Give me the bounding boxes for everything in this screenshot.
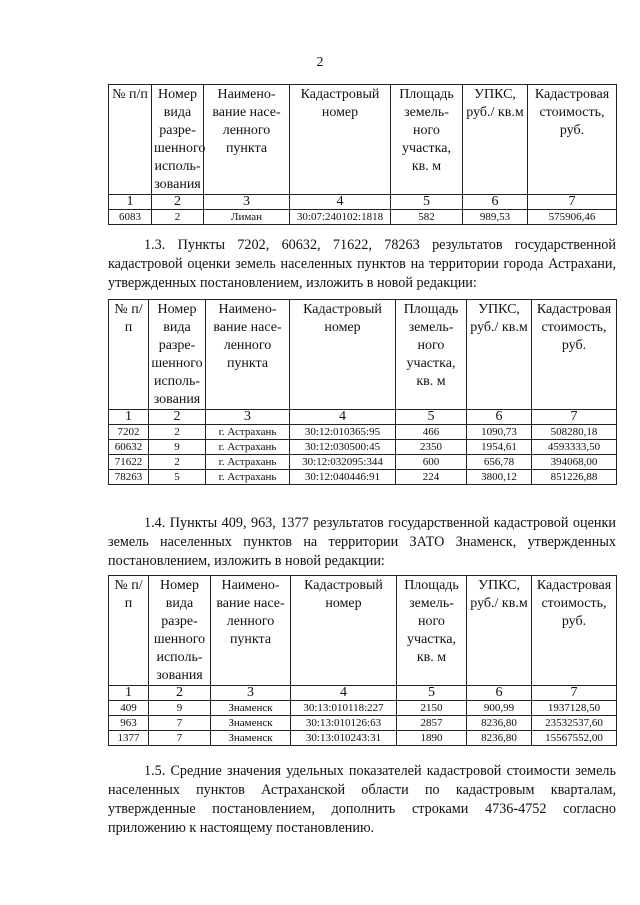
col-number: 7 — [532, 686, 617, 701]
cell: 6083 — [109, 210, 152, 225]
col-header: Кадастровый номер — [291, 576, 397, 686]
table-row — [109, 425, 617, 440]
cell: 1090,73 — [467, 425, 532, 440]
col-header: № п/п — [109, 576, 149, 686]
col-number: 5 — [391, 195, 463, 210]
cell: 582 — [391, 210, 463, 225]
col-number: 6 — [467, 686, 532, 701]
cell: г. Астрахань — [206, 470, 290, 485]
table-row — [109, 716, 617, 731]
cell: 2 — [149, 455, 206, 470]
col-number: 1 — [109, 686, 149, 701]
cell: 409 — [109, 701, 149, 716]
col-number: 4 — [291, 686, 397, 701]
cell: 600 — [396, 455, 467, 470]
col-header: № п/п — [109, 85, 152, 195]
table-1 — [108, 84, 617, 225]
cell: 30:12:040446:91 — [290, 470, 396, 485]
cell: 71622 — [109, 455, 149, 470]
cell: 1377 — [109, 731, 149, 746]
column-numbering-row — [109, 195, 617, 210]
cell: 1937128,50 — [532, 701, 617, 716]
cell: 30:13:010126:63 — [291, 716, 397, 731]
cell: 900,99 — [467, 701, 532, 716]
col-header: УПКС, руб./ кв.м — [467, 576, 532, 686]
cell: 2 — [152, 210, 204, 225]
col-number: 7 — [532, 410, 617, 425]
cell: г. Астрахань — [206, 425, 290, 440]
cell: 8236,80 — [467, 731, 532, 746]
cell: 963 — [109, 716, 149, 731]
cell: 5 — [149, 470, 206, 485]
cell: Лиман — [204, 210, 290, 225]
col-header: Номер вида разре-шенного исполь-зования — [152, 85, 204, 195]
col-header: Кадастровый номер — [290, 85, 391, 195]
col-number: 1 — [109, 195, 152, 210]
paragraph-1-5: 1.5. Средние значения удельных показателей кадастровой стоимости земель населенных пунктов Астраханской области по кадастровым кварталам, утвержденные постановлением, дополнить строками 4736-4752 согласно приложению к настоящему постановлению. — [108, 763, 616, 836]
cell: 9 — [149, 440, 206, 455]
col-header: Кадастровый номер — [290, 300, 396, 410]
cell: 7202 — [109, 425, 149, 440]
cell: г. Астрахань — [206, 440, 290, 455]
col-number: 3 — [211, 686, 291, 701]
paragraph-1-3: 1.3. Пункты 7202, 60632, 71622, 78263 результатов государственной кадастровой оценки земель населенных пунктов на территории города Астрахани, утвержденных постановлением, изложить в новой редакции: — [108, 237, 616, 291]
col-number: 5 — [396, 410, 467, 425]
table-header-row — [109, 576, 617, 686]
cell: г. Астрахань — [206, 455, 290, 470]
cell: 30:12:010365:95 — [290, 425, 396, 440]
col-header: Наимено-вание насе-ленного пункта — [204, 85, 290, 195]
col-number: 3 — [206, 410, 290, 425]
col-number: 2 — [152, 195, 204, 210]
cell: 30:12:032095:344 — [290, 455, 396, 470]
table-row — [109, 440, 617, 455]
cell: 2 — [149, 425, 206, 440]
cell: 2857 — [397, 716, 467, 731]
col-number: 4 — [290, 195, 391, 210]
cell: Знаменск — [211, 701, 291, 716]
cell: 656,78 — [467, 455, 532, 470]
col-header: Площадь земель-ного участка, кв. м — [396, 300, 467, 410]
cell: 30:13:010118:227 — [291, 701, 397, 716]
cell: 30:07:240102:1818 — [290, 210, 391, 225]
col-header: УПКС, руб./ кв.м — [463, 85, 528, 195]
cell: 851226,88 — [532, 470, 617, 485]
cell: 60632 — [109, 440, 149, 455]
col-header: Кадастровая стоимость, руб. — [532, 300, 617, 410]
table-header-row — [109, 85, 617, 195]
col-number: 7 — [528, 195, 617, 210]
col-number: 6 — [463, 195, 528, 210]
col-header: № п/п — [109, 300, 149, 410]
cell: 508280,18 — [532, 425, 617, 440]
cell: 466 — [396, 425, 467, 440]
cell: 78263 — [109, 470, 149, 485]
col-header: Наимено-вание насе-ленного пункта — [211, 576, 291, 686]
cell: Знаменск — [211, 731, 291, 746]
table-row — [109, 455, 617, 470]
cell: 2350 — [396, 440, 467, 455]
table-3 — [108, 575, 617, 746]
col-header: Кадастровая стоимость, руб. — [532, 576, 617, 686]
col-number: 2 — [149, 686, 211, 701]
column-numbering-row — [109, 410, 617, 425]
col-header: Площадь земель-ного участка, кв. м — [391, 85, 463, 195]
table-2 — [108, 299, 617, 485]
cell: 7 — [149, 716, 211, 731]
table-header-row — [109, 300, 617, 410]
col-header: УПКС, руб./ кв.м — [467, 300, 532, 410]
cell: 7 — [149, 731, 211, 746]
cell: 15567552,00 — [532, 731, 617, 746]
cell: 1954,61 — [467, 440, 532, 455]
column-numbering-row — [109, 686, 617, 701]
col-number: 5 — [397, 686, 467, 701]
table-row — [109, 731, 617, 746]
cell: 4593333,50 — [532, 440, 617, 455]
col-number: 1 — [109, 410, 149, 425]
cell: 30:12:030500:45 — [290, 440, 396, 455]
table-row — [109, 470, 617, 485]
paragraph-1-4: 1.4. Пункты 409, 963, 1377 результатов государственной кадастровой оценки земель населенных пунктов на территории ЗАТО Знаменск, утвержденных постановлением, изложить в новой редакции: — [108, 515, 616, 569]
col-number: 3 — [204, 195, 290, 210]
cell: 8236,80 — [467, 716, 532, 731]
col-header: Наимено-вание насе-ленного пункта — [206, 300, 290, 410]
cell: 989,53 — [463, 210, 528, 225]
col-header: Номер вида разре-шенного исполь-зования — [149, 300, 206, 410]
cell: 23532537,60 — [532, 716, 617, 731]
cell: 224 — [396, 470, 467, 485]
col-number: 4 — [290, 410, 396, 425]
col-number: 2 — [149, 410, 206, 425]
cell: 9 — [149, 701, 211, 716]
cell: Знаменск — [211, 716, 291, 731]
cell: 30:13:010243:31 — [291, 731, 397, 746]
col-header: Кадастровая стоимость, руб. — [528, 85, 617, 195]
cell: 1890 — [397, 731, 467, 746]
col-number: 6 — [467, 410, 532, 425]
cell: 575906,46 — [528, 210, 617, 225]
page-number: 2 — [316, 55, 324, 70]
col-header: Площадь земель-ного участка, кв. м — [397, 576, 467, 686]
cell: 2150 — [397, 701, 467, 716]
cell: 394068,00 — [532, 455, 617, 470]
cell: 3800,12 — [467, 470, 532, 485]
col-header: Номер вида разре-шенного исполь-зования — [149, 576, 211, 686]
table-row — [109, 210, 617, 225]
table-row — [109, 701, 617, 716]
